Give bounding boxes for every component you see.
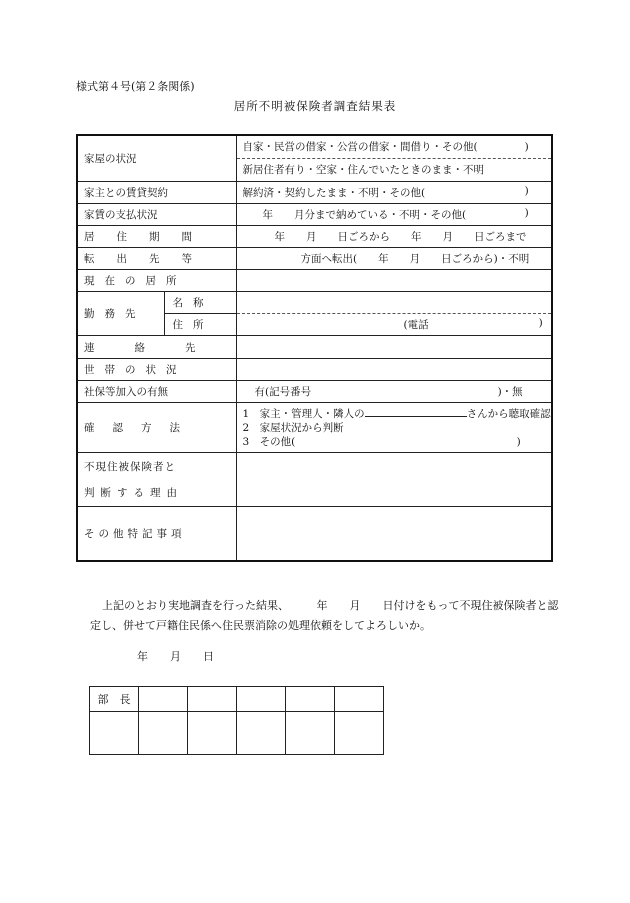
label-insurance: [78, 381, 237, 403]
row-work-name: [78, 292, 552, 314]
method-item-1: 1 家主・管理人・隣人の: [242, 408, 365, 420]
approval-header-cell: [139, 687, 188, 712]
label-text: 家主との賃貸契約: [84, 187, 168, 199]
label-period: [78, 226, 237, 248]
label-contact: [78, 336, 237, 359]
value-insurance[interactable]: [236, 381, 551, 403]
house-other-close: ): [524, 141, 529, 153]
value-moved[interactable]: [236, 248, 551, 270]
approval-header-cell: [188, 687, 237, 712]
rent-close: ): [524, 207, 529, 219]
label-current: [78, 270, 237, 292]
method-item-2: 2 家屋状況から判断: [242, 422, 344, 434]
label-text: 世帯の状況: [84, 364, 187, 376]
neighbor-name-blank[interactable]: [365, 406, 467, 417]
value-work-name[interactable]: [236, 292, 551, 314]
label-work-name: [164, 292, 236, 314]
value-house-status[interactable]: [236, 136, 551, 182]
method-item-3: 3 その他(: [242, 436, 296, 448]
label-text: その他特記事項: [84, 528, 186, 540]
row-current: [78, 270, 552, 292]
label-rent: [78, 204, 237, 226]
approval-stamp-cell[interactable]: [335, 712, 384, 755]
approval-header-cell: [335, 687, 384, 712]
row-other: [78, 507, 552, 561]
approval-label-dept-head: [90, 687, 139, 712]
value-household[interactable]: [236, 359, 551, 381]
value-other[interactable]: [236, 507, 551, 561]
house-options-2: 新居住者有り・空家・住んでいたときのまま・不明: [242, 164, 484, 176]
label-moved: [78, 248, 237, 270]
lease-close: ): [524, 185, 529, 197]
house-options-1: 自家・民営の借家・公営の借家・間借り・その他(: [242, 141, 478, 153]
approval-stamp-cell[interactable]: [188, 712, 237, 755]
period-text: 年 月 日ごろから 年 月 日ごろまで: [274, 231, 527, 243]
row-contact: [78, 336, 552, 359]
label-text: 住所: [172, 319, 214, 331]
label-text-1: 不現住被保険者と: [84, 460, 176, 473]
form-number: 様式第４号(第２条関係): [76, 80, 195, 93]
value-lease[interactable]: [236, 182, 551, 204]
label-text: 名称: [172, 297, 214, 309]
row-method: [78, 403, 552, 453]
rent-options: 年 月分まで納めている・不明・その他(: [262, 209, 467, 221]
approval-stamp-cell[interactable]: [237, 712, 286, 755]
survey-table: [77, 135, 552, 561]
row-household: [78, 359, 552, 381]
label-work: [78, 292, 165, 336]
label-household: [78, 359, 237, 381]
value-current[interactable]: [236, 270, 551, 292]
label-text-2: 判断する理由: [84, 486, 183, 499]
approval-header-cell: [286, 687, 335, 712]
moved-text: 方面へ転出( 年 月 日ごろから)・不明: [300, 253, 530, 265]
value-work-addr[interactable]: [236, 314, 551, 336]
value-rent[interactable]: [236, 204, 551, 226]
label-text: 確認方法: [84, 422, 198, 434]
label-text: 居住期間: [84, 231, 214, 243]
label-method: [78, 403, 237, 453]
form-title: 居所不明被保険者調査結果表: [233, 99, 397, 113]
approval-stamp-cell[interactable]: [286, 712, 335, 755]
label-other: [78, 507, 237, 561]
insurance-yes: 有(記号番号: [254, 386, 312, 398]
label-lease: [78, 182, 237, 204]
row-insurance: [78, 381, 552, 403]
value-period[interactable]: [236, 226, 551, 248]
confirmation-paragraph: 上記のとおり実地調査を行った結果、 年 月 日付けをもって不現住被保険者と認定し、併せて戸籍住民係へ住民票消除の処理依頼をしてよろしいか。: [90, 599, 559, 632]
approval-header-cell: [237, 687, 286, 712]
method-item-1-suffix: さんから聴取確認: [466, 408, 551, 420]
label-text: 現在の居所: [84, 275, 187, 287]
row-lease: [78, 182, 552, 204]
label-work-addr: [164, 314, 236, 336]
phone-close: ): [538, 317, 543, 329]
insurance-no: )・無: [497, 386, 523, 398]
lease-options: 解約済・契約したまま・不明・その他(: [242, 187, 426, 199]
label-text: 連絡先: [84, 341, 236, 354]
label-text: 勤務先: [84, 308, 146, 320]
approval-table: [89, 686, 384, 755]
phone-label: (電話: [403, 319, 429, 331]
label-text: 転出先等: [84, 253, 214, 265]
row-period: [78, 226, 552, 248]
label-reason: [78, 453, 237, 507]
label-text: 家賃の支払状況: [84, 209, 158, 221]
approval-stamp-cell[interactable]: [139, 712, 188, 755]
label-text: 家屋の状況: [84, 153, 137, 165]
approval-stamp-cell[interactable]: [90, 712, 139, 755]
row-reason: [78, 453, 552, 507]
label-house-status: [78, 136, 237, 182]
row-house-status: [78, 136, 552, 182]
method-item-3-close: ): [516, 436, 521, 448]
label-text: 部 長: [97, 693, 131, 706]
value-reason[interactable]: [236, 453, 551, 507]
date-line: 年 月 日: [137, 650, 214, 663]
value-method[interactable]: [236, 403, 551, 453]
row-moved: [78, 248, 552, 270]
label-text: 社保等加入の有無: [84, 386, 168, 398]
row-rent: [78, 204, 552, 226]
value-contact[interactable]: [236, 336, 551, 359]
